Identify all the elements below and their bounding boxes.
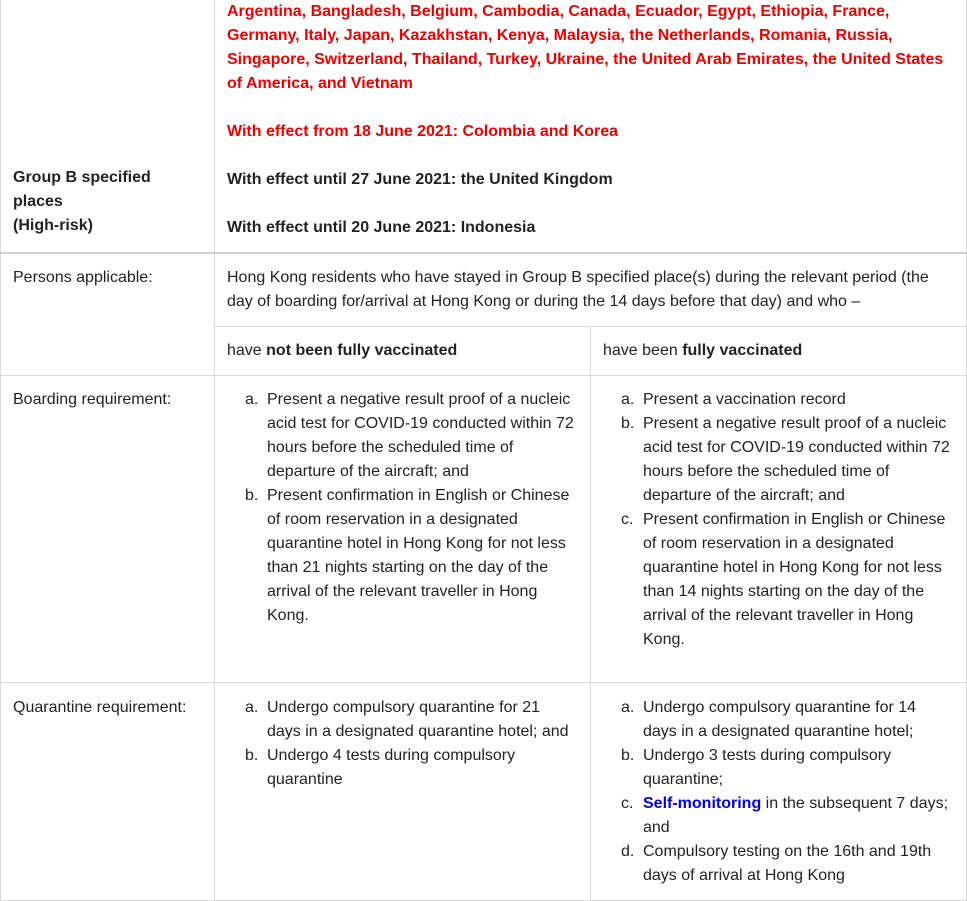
group-b-label-line2: places: [13, 193, 63, 210]
list-item: b. Undergo 3 tests during compulsory quarantine;: [621, 747, 892, 788]
boarding-vaccinated-cell: [591, 376, 967, 683]
effect-from-notice: With effect from 18 June 2021: Colombia and Korea: [227, 123, 619, 140]
list-item: c. Self-monitoring in the subsequent 7 days; and: [621, 795, 949, 836]
list-item: a. Undergo compulsory quarantine for 14 days in a designated quarantine hotel;: [621, 699, 917, 740]
group-b-row: [1, 0, 967, 253]
quarantine-vaccinated-list: [603, 696, 954, 888]
not-fully-vaccinated-header: have not been fully vaccinated: [215, 327, 591, 376]
effect-until-indonesia-notice: With effect until 20 June 2021: Indonesia: [227, 219, 536, 236]
boarding-not-vaccinated-list: [227, 388, 578, 628]
quarantine-not-vaccinated-cell: [215, 683, 591, 901]
self-monitoring-link[interactable]: Self-monitoring: [643, 795, 762, 812]
group-b-places-cell: [215, 0, 967, 253]
quarantine-requirement-row: [1, 683, 967, 901]
list-item: a. Present a negative result proof of a nucleic acid test for COVID-19 conducted within 72 hours before the scheduled time of departure of the aircraft; and: [245, 391, 574, 480]
quarantine-not-vaccinated-list: [227, 696, 578, 792]
effect-until-uk-notice: With effect until 27 June 2021: the United Kingdom: [227, 171, 613, 188]
places-list: Argentina, Bangladesh, Belgium, Cambodia, Canada, Ecuador, Egypt, Ethiopia, France, Germany, Italy, Japan, Kazakhstan, Kenya, Malaysia, the Netherlands, Romania, Russia, Singapore, Switzerland, Thailand, Turkey, Ukraine, the United Arab Emirates, the United States of America, and Vietnam: [227, 3, 944, 92]
persons-applicable-label: Persons applicable:: [1, 253, 215, 376]
list-item: d. Compulsory testing on the 16th and 19th days of arrival at Hong Kong: [621, 843, 932, 884]
boarding-requirement-row: [1, 376, 967, 683]
fully-vaccinated-header: have been fully vaccinated: [591, 327, 967, 376]
persons-applicable-text: Hong Kong residents who have stayed in Group B specified place(s) during the relevant period (the day of boarding for/arrival at Hong Kong or during the 14 days before that day) and who –: [215, 253, 967, 327]
list-item: b. Present a negative result proof of a nucleic acid test for COVID-19 conducted within 72 hours before the scheduled time of departure of the aircraft; and: [621, 415, 950, 504]
list-item: a. Present a vaccination record: [621, 391, 846, 408]
group-b-label-line1: Group B specified: [13, 169, 151, 186]
list-item: b. Present confirmation in English or Chinese of room reservation in a designated quarantine hotel in Hong Kong for not less than 21 nights starting on the day of the arrival of the relevant traveller in Hong Kong.: [245, 487, 570, 624]
list-item: a. Undergo compulsory quarantine for 21 days in a designated quarantine hotel; and: [245, 699, 569, 740]
fully-vaccinated-emphasis: fully vaccinated: [682, 342, 803, 359]
quarantine-requirement-label: Quarantine requirement:: [1, 683, 215, 901]
boarding-requirement-label: Boarding requirement:: [1, 376, 215, 683]
list-item: b. Undergo 4 tests during compulsory quarantine: [245, 747, 516, 788]
boarding-not-vaccinated-cell: [215, 376, 591, 683]
list-item: c. Present confirmation in English or Chinese of room reservation in a designated quarantine hotel in Hong Kong for not less than 14 nights starting on the day of the arrival of the relevant traveller in Hong Kong.: [621, 511, 946, 648]
persons-applicable-row: [1, 253, 967, 327]
quarantine-vaccinated-cell: [591, 683, 967, 901]
not-fully-vaccinated-emphasis: not been fully vaccinated: [266, 342, 458, 359]
group-b-label: [1, 0, 215, 253]
boarding-vaccinated-list: [603, 388, 954, 652]
group-b-label-line3: (High-risk): [13, 217, 93, 234]
